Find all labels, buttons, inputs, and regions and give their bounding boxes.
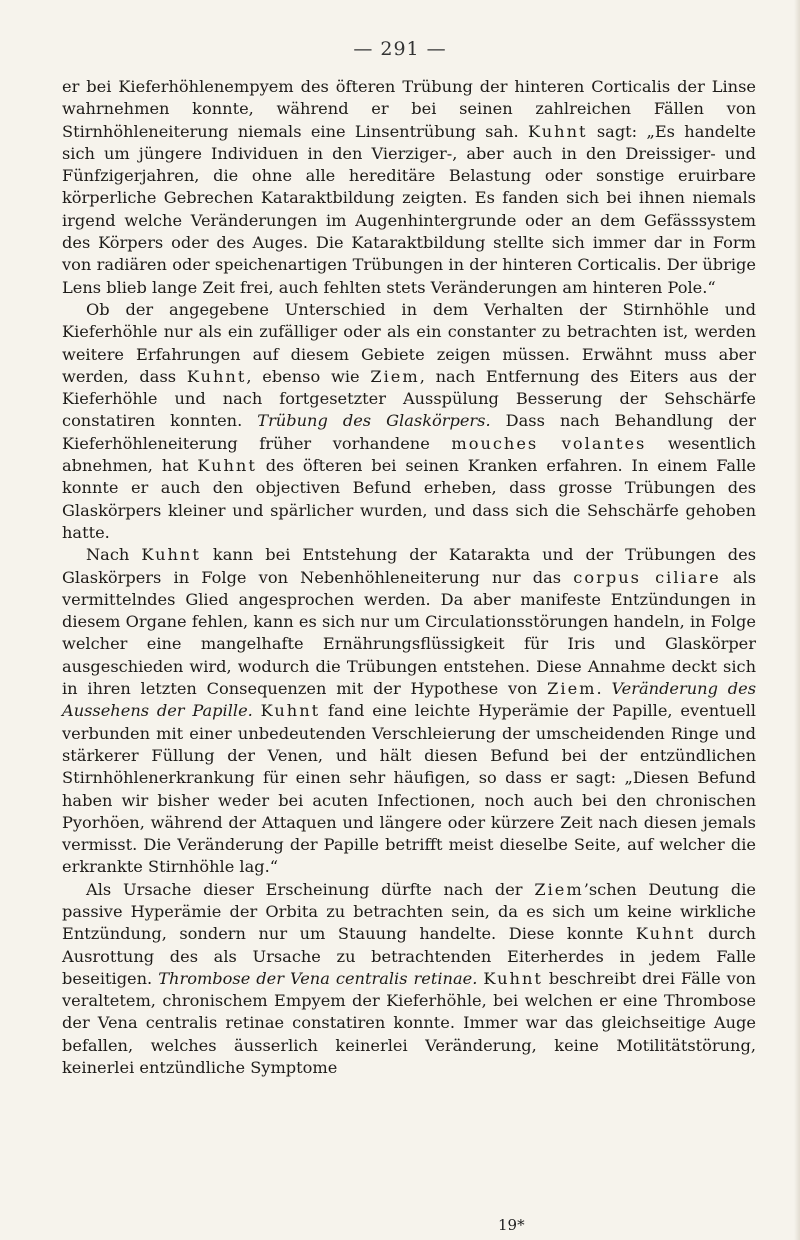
spaced-name: Ziem: [534, 879, 584, 899]
paragraph: [62, 299, 756, 544]
page-edge-shadow: [794, 0, 800, 1240]
text-run: ’schen Deutung die passive Hyperämie der Orbita zu betrachten sein, da es sich um keine wirkliche Entzündung, sondern nur um Stauung handelte. Diese konnte: [62, 879, 756, 944]
section-heading: Thrombose der Vena centralis retinae.: [158, 968, 478, 988]
spaced-name: Kuhnt: [483, 968, 543, 988]
text-run: Als Ursache dieser Erscheinung dürfte nach der: [86, 879, 535, 899]
text-run: als vermittelndes Glied angesprochen werden. Da aber manifeste Entzündungen in diesem Organe fehlen, kann es sich nur um Circulationsstörungen handeln, in Folge welcher eine mangelhafte Ernährungsflüssigkeit für Iris und Glaskörper ausgeschieden wird, wodurch die Trübungen entstehen. Diese Annahme deckt sich in ihren letzten Consequenzen mit der Hypothese von: [62, 567, 756, 699]
spaced-name: Ziem: [370, 366, 420, 386]
text-run: Ob der angegebene Unterschied in dem Verhalten der Stirnhöhle und Kieferhöhle nur als ein zufälliger oder als ein constanter zu betrachten ist, werden weitere Erfahrungen auf diesem Gebiete zeigen müssen. Erwähnt muss aber werden, dass: [62, 299, 756, 386]
spaced-name: mouches volantes: [451, 433, 647, 453]
text-run: des öfteren bei seinen Kranken erfahren. In einem Falle konnte er auch den objectiven Befund erheben, dass grosse Trübungen des Glaskörpers kleiner und spärlicher wurden, und dass sich die Sehschärfe gehoben hatte.: [62, 456, 756, 542]
spaced-name: Kuhnt: [260, 701, 321, 721]
signature-mark: 19*: [498, 1216, 525, 1234]
paragraph: [62, 879, 756, 1080]
page-number-header: — 291 —: [353, 38, 447, 60]
section-heading: Trübung des Glaskörpers.: [257, 411, 491, 431]
text-run: wesentlich abnehmen, hat: [62, 433, 756, 476]
text-run: sagt: „Es handelte sich um jüngere Individuen in den Vierziger-, aber auch in den Dreissiger- und Fünfzigerjahren, die ohne alle hereditäre Belastung oder sonstige eruirbare körperliche Gebrechen Kataraktbildung zeigten. Es fanden sich bei ihnen niemals irgend welche Veränderungen im Augenhintergrunde oder an dem Gefässsystem des Körpers oder des Auges. Die Kataraktbildung stellte sich immer dar in Form von radiären oder speichenartigen Trübungen in der hinteren Corticalis. Der übrige Lens blieb lange Zeit frei, auch fehlten stets Veränderungen am hinteren Pole.“: [62, 121, 756, 297]
text-run: Nach: [86, 545, 142, 565]
section-heading: Veränderung des Aussehens der Papille.: [62, 679, 757, 721]
text-run: er bei Kieferhöhlenempyem des öfteren Trübung der hinteren Corticalis der Linse wahrnehmen konnte, während er bei seinen zahlreichen Fällen von Stirnhöhleneiterung niemals eine Linsentrübung sah.: [62, 77, 756, 141]
body-text: [62, 76, 756, 1079]
text-run: durch Ausrottung des als Ursache zu betrachtenden Eiterherdes in jedem Falle beseitigen.: [62, 924, 756, 988]
paragraph: [62, 544, 756, 878]
paragraph: [62, 76, 756, 299]
spaced-name: Ziem: [547, 679, 597, 699]
text-run: kann bei Entstehung der Katarakta und der Trübungen des Glaskörpers in Folge von Nebenhöhleneiterung nur das: [62, 545, 756, 587]
spaced-name: Kuhnt: [635, 924, 696, 944]
text-run: [253, 701, 261, 720]
spaced-name: Kuhnt: [141, 545, 201, 565]
spaced-name: Kuhnt: [186, 366, 247, 386]
text-run: fand eine leichte Hyperämie der Papille, eventuell verbunden mit einer unbedeutenden Verschleierung der umscheidenden Ringe und stärkerer Füllung der Venen, und hält diesen Befund bei der entzündlichen Stirnhöhlenerkrankung für einen sehr häufigen, so dass er sagt: „Diesen Befund haben wir bisher weder bei acuten Infectionen, noch auch bei den chronischen Pyorhöen, während der Attaquen und längere oder kürzere Zeit nach diesen jemals vermisst. Die Veränderung der Papille betrifft meist dieselbe Seite, auf welcher die erkrankte Stirnhöhle lag.“: [62, 701, 756, 877]
text-run: Dass nach Behandlung der Kieferhöhleneiterung früher vorhandene: [62, 411, 756, 453]
spaced-name: corpus ciliare: [573, 567, 721, 587]
text-run: .: [596, 679, 612, 699]
spaced-name: Kuhnt: [528, 121, 588, 141]
spaced-name: Kuhnt: [197, 456, 257, 476]
text-run: , nach Entfernung des Eiters aus der Kieferhöhle und nach fortgesetzter Ausspülung Besserung der Sehschärfe constatiren konnten.: [62, 366, 757, 431]
text-run: beschreibt drei Fälle von veraltetem, chronischem Empyem der Kieferhöhle, bei welchen er eine Thrombose der Vena centralis retinae constatiren konnte. Immer war das gleichseitige Auge befallen, welches äusserlich keinerlei Veränderung, keine Motilitätstörung, keinerlei entzündliche Symptome: [62, 968, 756, 1078]
text-run: , ebenso wie: [246, 366, 371, 386]
